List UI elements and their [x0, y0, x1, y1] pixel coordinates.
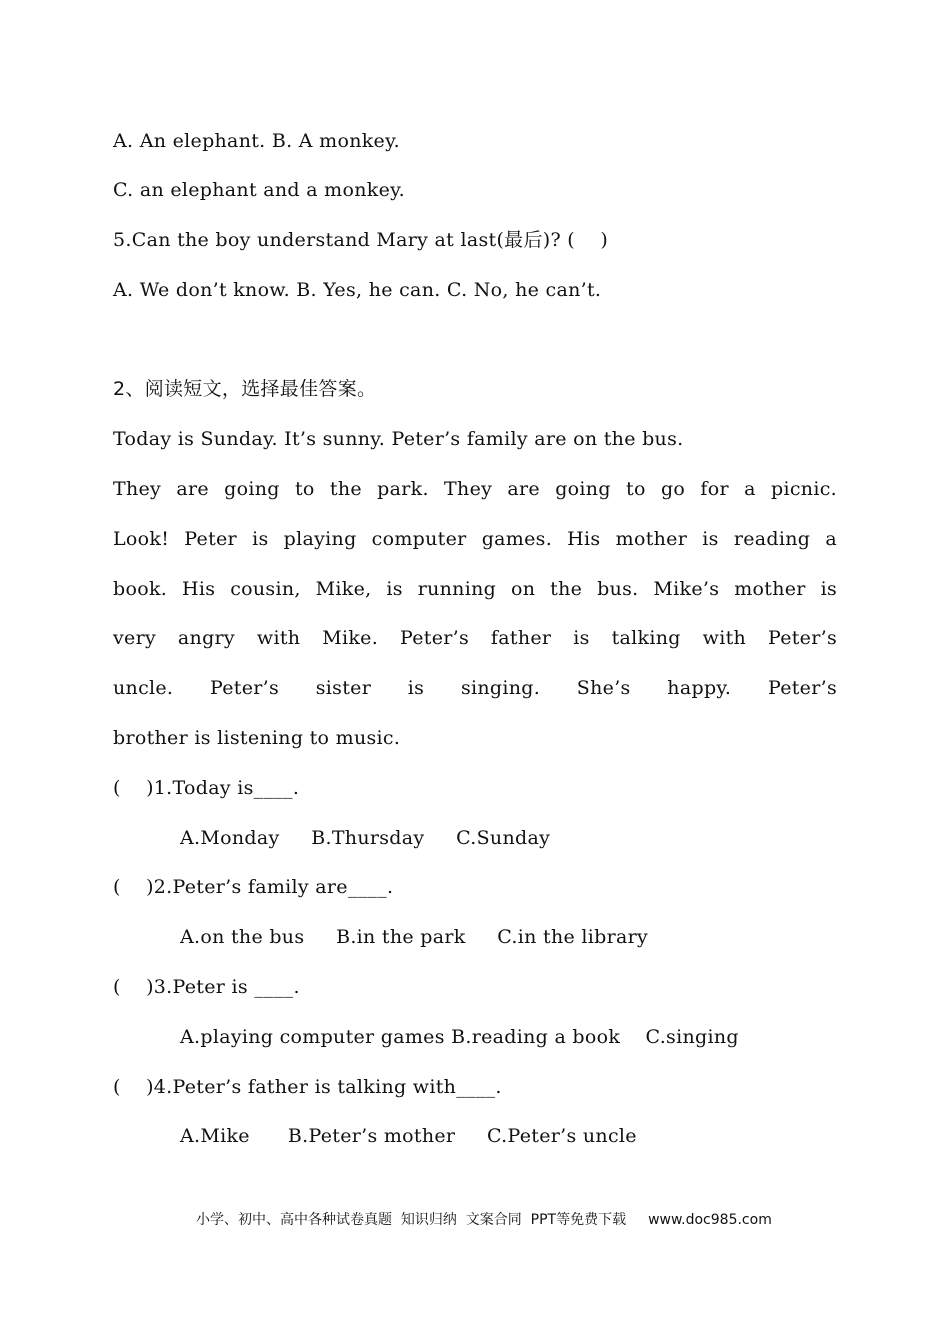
- question-2-options: A.on the bus B.in the park C.in the library: [180, 926, 649, 948]
- question-4-stem: ( )4.Peter’s father is talking with____.: [113, 1076, 502, 1098]
- passage-line-1: Today is Sunday. It’s sunny. Peter’s family are on the bus.: [113, 428, 684, 450]
- question-5-options: A. We don’t know. B. Yes, he can. C. No, he can’t.: [113, 279, 602, 301]
- page-footer: [0, 1190, 950, 1250]
- footer-url[interactable]: www.doc985.com: [648, 1212, 772, 1228]
- section-2-title: 2、阅读短文，选择最佳答案。: [113, 378, 377, 400]
- passage-line-3: Look! Peter is playing computer games. His mother is reading a: [113, 528, 837, 550]
- question-3-options: A.playing computer games B.reading a book C.singing: [180, 1026, 739, 1048]
- passage-line-2: They are going to the park. They are going to go for a picnic.: [113, 478, 837, 500]
- question-4-options: A.Mike B.Peter’s mother C.Peter’s uncle: [180, 1125, 637, 1147]
- question-1-options: A.Monday B.Thursday C.Sunday: [180, 827, 551, 849]
- q4-options-line-1: A. An elephant. B. A monkey.: [113, 130, 400, 152]
- question-1-stem: ( )1.Today is____.: [113, 777, 300, 799]
- passage-line-6: uncle. Peter’s sister is singing. She’s happy. Peter’s: [113, 677, 837, 699]
- passage-line-7: brother is listening to music.: [113, 727, 401, 749]
- footer-text: 小学、初中、高中各种试卷真题 知识归纳 文案合同 PPT等免费下载: [195, 1212, 627, 1228]
- question-3-stem: ( )3.Peter is ____.: [113, 976, 300, 998]
- passage-line-5: very angry with Mike. Peter’s father is talking with Peter’s: [113, 627, 837, 649]
- question-5: 5.Can the boy understand Mary at last(最后)? ( ): [113, 229, 609, 251]
- passage-line-4: book. His cousin, Mike, is running on the bus. Mike’s mother is: [113, 578, 837, 600]
- question-2-stem: ( )2.Peter’s family are____.: [113, 876, 394, 898]
- q4-options-line-2: C. an elephant and a monkey.: [113, 179, 405, 201]
